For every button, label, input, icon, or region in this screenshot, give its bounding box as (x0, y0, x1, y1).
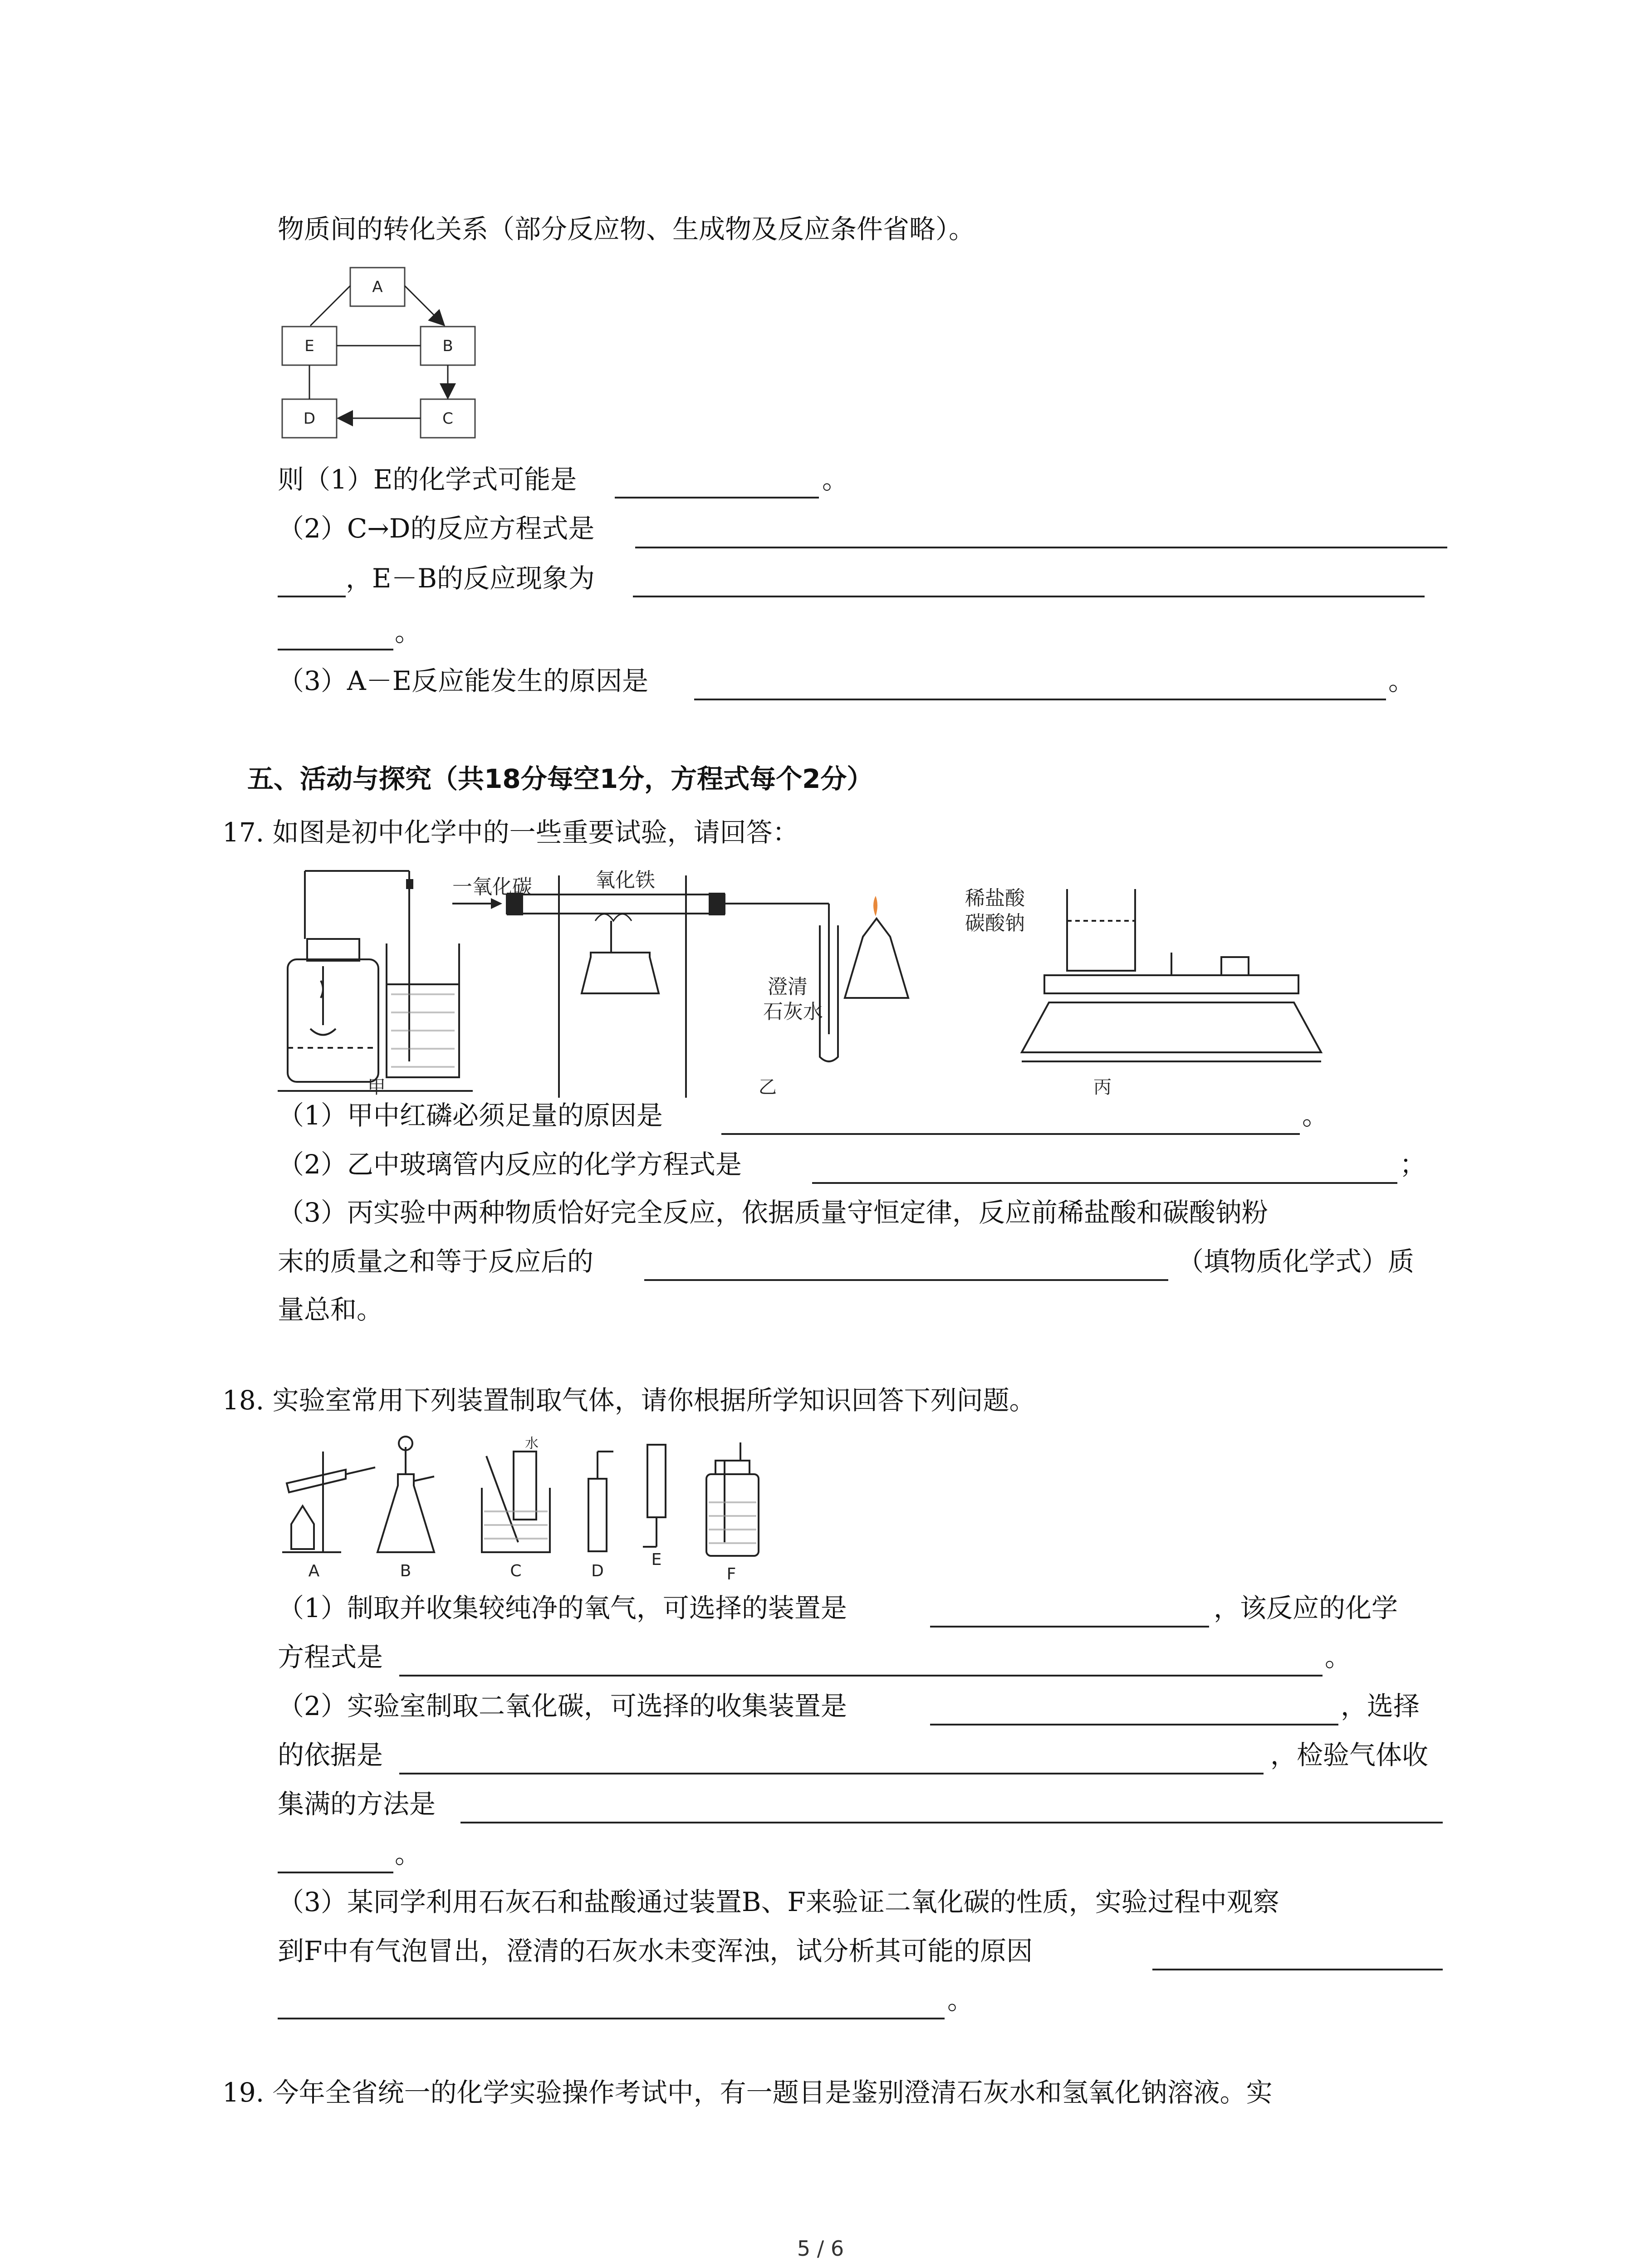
yi-label-co: 一氧化碳 (452, 875, 532, 899)
label-bing: 丙 (1093, 1077, 1112, 1098)
q18-p3a: （3）某同学利用石灰石和盐酸通过装置B、F来验证二氧化碳的性质，实验过程中观察 (278, 1887, 1279, 1917)
node-b: B (442, 337, 453, 355)
q18-p1b-end: 。 (1325, 1642, 1352, 1672)
label-d: D (591, 1562, 604, 1580)
jia-beaker (387, 943, 459, 1077)
q18-blank-6[interactable] (1152, 1969, 1443, 1970)
a-lamp (291, 1506, 314, 1549)
q18-blank-2[interactable] (399, 1675, 1323, 1677)
edge-a-b (405, 286, 443, 324)
q18-p2c: 集满的方法是 (278, 1789, 436, 1819)
yi-burner (582, 953, 659, 993)
q18-p1b: 方程式是 (278, 1642, 383, 1672)
yi-label-limewater-1: 澄清 (768, 975, 808, 998)
yi-stopper-right (709, 893, 725, 915)
q18-apparatus-figure (278, 1433, 799, 1583)
q18-p2b: 的依据是 (278, 1740, 383, 1770)
a-test-tube (287, 1470, 346, 1492)
bing-weight (1221, 957, 1249, 975)
q16-p3: （3）A－E反应能发生的原因是 (278, 665, 649, 696)
label-f: F (726, 1565, 736, 1583)
edge-a-e (310, 286, 350, 326)
q16-blank-2-cont[interactable] (278, 596, 346, 597)
page-number: 5 / 6 (797, 2236, 844, 2261)
q16-blank-4[interactable] (694, 699, 1386, 700)
bing-balance-body (1022, 1002, 1321, 1052)
q16-p1-end: 。 (822, 464, 849, 495)
q16-blank-2[interactable] (635, 547, 1447, 548)
c-label-water: 水 (525, 1436, 539, 1452)
yi-alcohol-lamp (845, 919, 908, 998)
b-outlet (414, 1476, 434, 1481)
jia-stopper (307, 939, 359, 961)
label-jia: 甲 (367, 1077, 386, 1098)
jia-bottle (288, 959, 378, 1082)
q18-blank-1[interactable] (930, 1626, 1209, 1628)
q16-blank-3-cont[interactable] (278, 649, 393, 650)
q18-blank-5-cont[interactable] (278, 1872, 393, 1873)
q19-stem: 19. 今年全省统一的化学实验操作考试中，有一题目是鉴别澄清石灰水和氢氧化钠溶液。实 (222, 2077, 1273, 2108)
q17-p2-end: ； (1400, 1149, 1426, 1180)
label-a: A (308, 1562, 320, 1580)
node-c: C (442, 410, 453, 428)
q16-intro: 物质间的转化关系（部分反应物、生成物及反应条件省略）。 (278, 214, 975, 244)
q17-p1-end: 。 (1302, 1100, 1329, 1131)
q17-blank-1[interactable] (721, 1133, 1300, 1135)
d-bottle (588, 1479, 607, 1551)
q16-p2: （2）C→D的反应方程式是 (278, 513, 595, 544)
q16-relation-diagram (278, 263, 486, 454)
q17-p3c: 量总和。 (278, 1294, 383, 1325)
q18-blank-3[interactable] (930, 1724, 1338, 1725)
q18-blank-5[interactable] (460, 1822, 1443, 1823)
q16-p3-end: 。 (1388, 665, 1415, 696)
q17-blank-3[interactable] (644, 1279, 1168, 1281)
label-b: B (400, 1562, 411, 1580)
yi-label-fe2o3: 氧化铁 (595, 869, 655, 892)
a-delivery (346, 1467, 375, 1474)
jia-clamp (406, 879, 413, 889)
q18-blank-4[interactable] (399, 1773, 1264, 1774)
yi-co-arrowhead (491, 898, 502, 909)
q17-p3b: 末的质量之和等于反应后的 (278, 1246, 594, 1277)
yi-glass-tube (507, 894, 725, 914)
q18-p3b: 到F中有气泡冒出，澄清的石灰水未变浑浊，试分析其可能的原因 (278, 1936, 1033, 1966)
q16-p2b: ，E－B的反应现象为 (346, 563, 595, 594)
q18-p2-end: 。 (395, 1838, 421, 1869)
q17-p2: （2）乙中玻璃管内反应的化学方程式是 (278, 1149, 742, 1180)
e-bottle (647, 1445, 666, 1517)
q18-p2a: （2）实验室制取二氧化碳，可选择的收集装置是 (278, 1691, 847, 1721)
q17-p3b-end: （填物质化学式）质 (1177, 1246, 1415, 1277)
jia-flame (321, 981, 323, 998)
yi-flame (595, 914, 632, 921)
node-e: E (304, 337, 314, 355)
q18-p1a: （1）制取并收集较纯净的氧气，可选择的装置是 (278, 1593, 847, 1623)
q18-p3-end: 。 (947, 1984, 974, 2015)
q18-p1a-end: ，该反应的化学 (1214, 1593, 1398, 1623)
q18-p2a-end: ，选择 (1341, 1691, 1420, 1721)
label-yi: 乙 (759, 1077, 777, 1098)
bing-pan-rail (1044, 975, 1298, 993)
yi-label-limewater-2: 石灰水 (763, 1000, 823, 1023)
jia-spoon (310, 1029, 336, 1035)
label-e: E (651, 1550, 662, 1569)
bing-label-hcl: 稀盐酸 (965, 887, 1025, 910)
q18-stem: 18. 实验室常用下列装置制取气体，请你根据所学知识回答下列问题。 (222, 1385, 1036, 1416)
node-d: D (303, 410, 316, 428)
f-stopper (715, 1461, 749, 1474)
bing-label-na2co3: 碳酸钠 (965, 912, 1025, 935)
section-heading: 五、活动与探究（共18分每空1分，方程式每个2分） (247, 763, 873, 794)
yi-lamp-flame (873, 896, 877, 916)
q18-blank-6-cont[interactable] (278, 2018, 945, 2019)
q17-experiment-figure (278, 862, 1330, 1098)
q16-p1: 则（1）E的化学式可能是 (278, 464, 577, 495)
q17-stem: 17. 如图是初中化学中的一些重要试验，请回答： (222, 817, 799, 848)
bing-beaker (1067, 889, 1135, 971)
q18-p2b-end: ，检验气体收 (1270, 1740, 1429, 1770)
q17-p3a: （3）丙实验中两种物质恰好完全反应，依据质量守恒定律，反应前稀盐酸和碳酸钠粉 (278, 1197, 1268, 1228)
q16-p2-end: 。 (395, 616, 421, 647)
c-gas-jar (514, 1452, 536, 1520)
b-flask (377, 1474, 434, 1552)
q17-blank-2[interactable] (812, 1182, 1397, 1184)
q16-blank-1[interactable] (615, 497, 819, 499)
q16-blank-3[interactable] (633, 596, 1425, 597)
q17-p1: （1）甲中红磷必须足量的原因是 (278, 1100, 663, 1131)
node-a: A (372, 278, 383, 296)
label-c: C (510, 1562, 522, 1580)
